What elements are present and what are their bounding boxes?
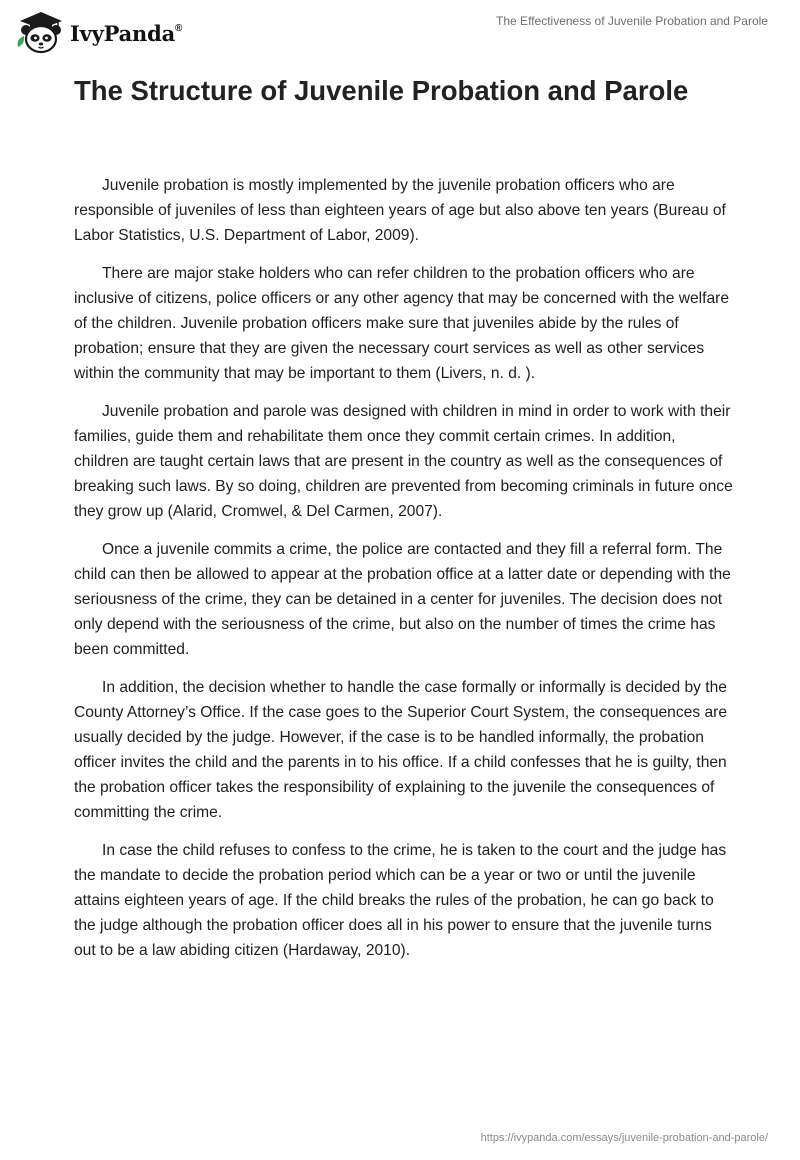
paragraph-2: There are major stake holders who can refer children to the probation officers who are inclusive of citizens, police officers or any other agency that may be concerned with the welfare of the children. Juvenile probation officers make sure that juveniles abide by the rules of probation; ensure that they are given the necessary court services as well as other services within the community that may be important to them (Livers, n. d. ). [74,265,729,382]
panda-graduation-cap-icon [14,9,64,55]
paragraph-6: In case the child refuses to confess to the crime, he is taken to the court and the judge has the mandate to decide the probation period which can be a year or two or until the juvenile attains eighteen years of age. If the child breaks the rules of the probation, he can go back to the judge although the probation officer does all in his power to ensure that the juvenile turns out to be a law abiding citizen (Hardaway, 2010). [74,842,727,959]
page-header [0,0,800,60]
document-title: The Effectiveness of Juvenile Probation and Parole [496,14,768,28]
source-url[interactable]: https://ivypanda.com/essays/juvenile-probation-and-parole/ [480,1132,768,1144]
paragraph-3: Juvenile probation and parole was designed with children in mind in order to work with their families, guide them and rehabilitate them once they commit certain crimes. In addition, children are taught certain laws that are present in the country as well as the consequences of breaking such laws. By so doing, children are prevented from becoming criminals in future once they grow up (Alarid, Cromwel, & Del Carmen, 2007). [74,403,733,520]
brand-name: IvyPanda® [70,20,183,46]
page-title: The Structure of Juvenile Probation and Parole [74,75,689,106]
paragraph-4: Once a juvenile commits a crime, the police are contacted and they fill a referral form. The child can then be allowed to appear at the probation office at a latter date or depending with the seriousness of the crime, they can be detained in a center for juveniles. The decision does not only depend with the seriousness of the crime, but also on the number of times the crime has been committed. [74,541,731,658]
registered-mark: ® [175,22,183,34]
paragraph-5: In addition, the decision whether to handle the case formally or informally is decided by the County Attorney’s Office. If the case goes to the Superior Court System, the consequences are usually decided by the judge. However, if the case is to be handled informally, the probation officer invites the child and the parents in to his office. If a child confesses that he is guilty, then the probation officer takes the responsibility of explaining to the juvenile the consequences of committing the crime. [74,679,727,821]
paragraph-1: Juvenile probation is mostly implemented by the juvenile probation officers who are responsible of juveniles of less than eighteen years of age but also above ten years (Bureau of Labor Statistics, U.S. Department of Labor, 2009). [74,177,726,244]
brand-logo[interactable] [14,9,182,55]
article-body [74,173,734,976]
